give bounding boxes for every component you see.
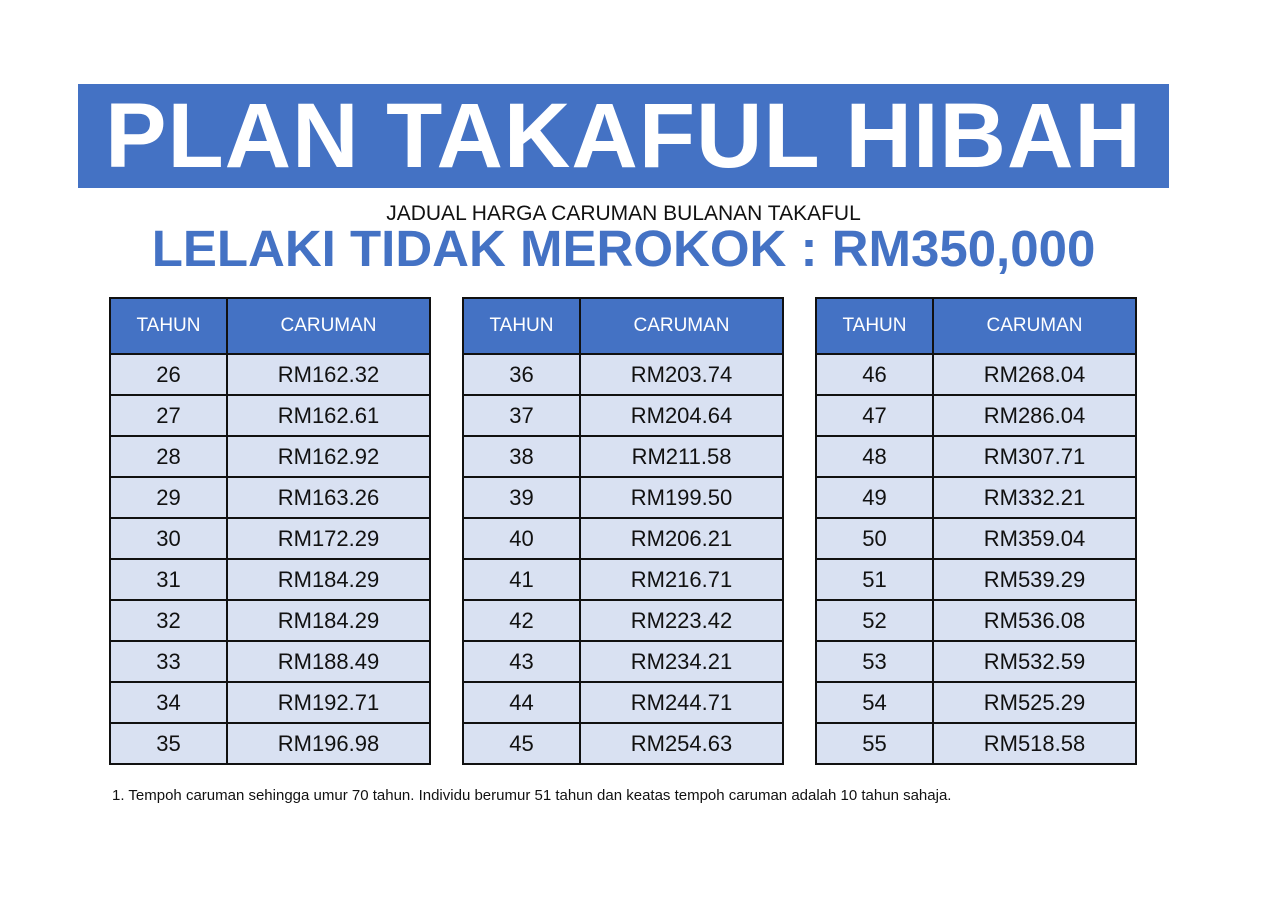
table-row	[463, 477, 783, 518]
contribution-cell: RM196.98	[227, 723, 430, 764]
year-cell: 26	[110, 354, 227, 395]
year-cell: 30	[110, 518, 227, 559]
contribution-cell: RM223.42	[580, 600, 783, 641]
contribution-cell: RM216.71	[580, 559, 783, 600]
year-cell: 38	[463, 436, 580, 477]
table-row	[816, 518, 1136, 559]
table-row	[110, 600, 430, 641]
column-header-year: TAHUN	[463, 298, 580, 354]
year-cell: 53	[816, 641, 933, 682]
contribution-cell: RM163.26	[227, 477, 430, 518]
year-cell: 37	[463, 395, 580, 436]
table-row	[463, 723, 783, 764]
table-row	[816, 354, 1136, 395]
table-row	[463, 559, 783, 600]
contribution-cell: RM188.49	[227, 641, 430, 682]
plan-heading: LELAKI TIDAK MEROKOK : RM350,000	[151, 220, 1096, 277]
year-cell: 33	[110, 641, 227, 682]
year-cell: 34	[110, 682, 227, 723]
table-row	[110, 641, 430, 682]
contribution-cell: RM268.04	[933, 354, 1136, 395]
table-header-row	[816, 298, 1136, 354]
contribution-cell: RM172.29	[227, 518, 430, 559]
year-cell: 29	[110, 477, 227, 518]
contribution-cell: RM203.74	[580, 354, 783, 395]
year-cell: 31	[110, 559, 227, 600]
year-cell: 45	[463, 723, 580, 764]
contribution-cell: RM204.64	[580, 395, 783, 436]
contribution-cell: RM162.32	[227, 354, 430, 395]
year-cell: 42	[463, 600, 580, 641]
table-row	[110, 436, 430, 477]
rate-table-1	[109, 297, 431, 765]
table-row	[816, 559, 1136, 600]
table-header-row	[463, 298, 783, 354]
contribution-cell: RM518.58	[933, 723, 1136, 764]
year-cell: 40	[463, 518, 580, 559]
table-body	[463, 354, 783, 764]
year-cell: 27	[110, 395, 227, 436]
contribution-cell: RM162.61	[227, 395, 430, 436]
title-banner	[78, 84, 1169, 188]
table-row	[110, 682, 430, 723]
table-row	[110, 395, 430, 436]
page-subtitle: JADUAL HARGA CARUMAN BULANAN TAKAFUL	[386, 202, 861, 225]
year-cell: 32	[110, 600, 227, 641]
year-cell: 48	[816, 436, 933, 477]
column-header-amount: CARUMAN	[933, 298, 1136, 354]
contribution-cell: RM359.04	[933, 518, 1136, 559]
year-cell: 41	[463, 559, 580, 600]
table-row	[110, 477, 430, 518]
table-row	[816, 600, 1136, 641]
column-header-amount: CARUMAN	[580, 298, 783, 354]
contribution-cell: RM234.21	[580, 641, 783, 682]
table-row	[110, 518, 430, 559]
contribution-cell: RM332.21	[933, 477, 1136, 518]
contribution-cell: RM184.29	[227, 559, 430, 600]
contribution-cell: RM532.59	[933, 641, 1136, 682]
table-row	[110, 559, 430, 600]
year-cell: 28	[110, 436, 227, 477]
table-row	[463, 395, 783, 436]
table-header-row	[110, 298, 430, 354]
contribution-cell: RM184.29	[227, 600, 430, 641]
year-cell: 55	[816, 723, 933, 764]
contribution-cell: RM254.63	[580, 723, 783, 764]
table-row	[463, 600, 783, 641]
year-cell: 35	[110, 723, 227, 764]
contribution-cell: RM211.58	[580, 436, 783, 477]
year-cell: 52	[816, 600, 933, 641]
table-row	[463, 682, 783, 723]
year-cell: 44	[463, 682, 580, 723]
column-header-amount: CARUMAN	[227, 298, 430, 354]
contribution-cell: RM525.29	[933, 682, 1136, 723]
rate-table-3	[815, 297, 1137, 765]
column-header-year: TAHUN	[816, 298, 933, 354]
table-row	[463, 354, 783, 395]
table-row	[463, 436, 783, 477]
table-row	[463, 518, 783, 559]
year-cell: 36	[463, 354, 580, 395]
table-body	[816, 354, 1136, 764]
table-body	[110, 354, 430, 764]
year-cell: 54	[816, 682, 933, 723]
contribution-cell: RM199.50	[580, 477, 783, 518]
year-cell: 47	[816, 395, 933, 436]
year-cell: 51	[816, 559, 933, 600]
table-row	[816, 641, 1136, 682]
table-row	[816, 436, 1136, 477]
year-cell: 49	[816, 477, 933, 518]
year-cell: 50	[816, 518, 933, 559]
rate-table-2	[462, 297, 784, 765]
year-cell: 39	[463, 477, 580, 518]
table-row	[816, 723, 1136, 764]
table-row	[110, 354, 430, 395]
table-row	[816, 395, 1136, 436]
contribution-cell: RM192.71	[227, 682, 430, 723]
table-row	[816, 477, 1136, 518]
contribution-cell: RM244.71	[580, 682, 783, 723]
footnote: 1. Tempoh caruman sehingga umur 70 tahun. Individu berumur 51 tahun dan keatas tempoh caruman adalah 10 tahun sahaja.	[112, 787, 952, 804]
contribution-cell: RM286.04	[933, 395, 1136, 436]
contribution-cell: RM206.21	[580, 518, 783, 559]
year-cell: 43	[463, 641, 580, 682]
contribution-cell: RM536.08	[933, 600, 1136, 641]
column-header-year: TAHUN	[110, 298, 227, 354]
year-cell: 46	[816, 354, 933, 395]
contribution-cell: RM307.71	[933, 436, 1136, 477]
table-row	[463, 641, 783, 682]
table-row	[110, 723, 430, 764]
table-row	[816, 682, 1136, 723]
contribution-cell: RM539.29	[933, 559, 1136, 600]
page-title: PLAN TAKAFUL HIBAH	[105, 85, 1142, 187]
contribution-cell: RM162.92	[227, 436, 430, 477]
